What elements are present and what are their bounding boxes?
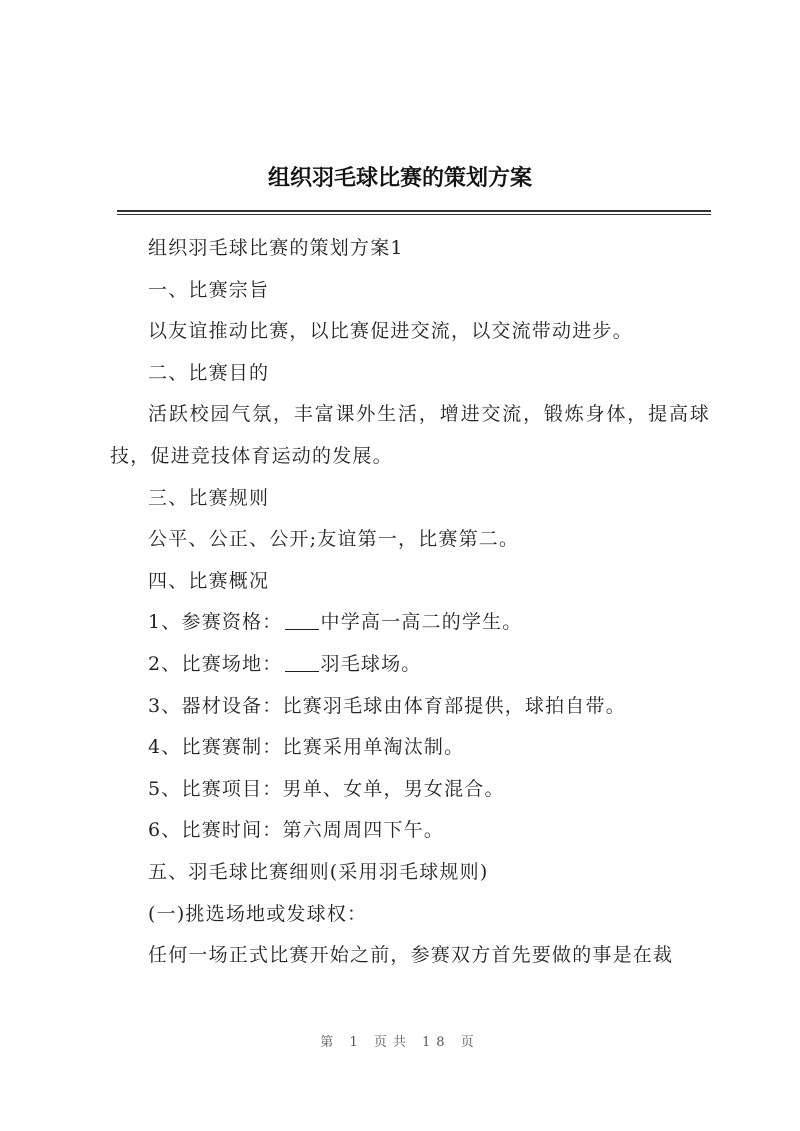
list-item-format: 4、比赛赛制：比赛采用单淘汰制。 [148, 736, 465, 759]
subsection-heading-choice: (一)挑选场地或发球权： [148, 902, 368, 925]
footer-middle: 页共 [373, 1035, 412, 1050]
eligibility-value: 中学高一高二的学生。 [320, 611, 523, 634]
blank-underline [285, 652, 319, 672]
document-title: 组织羽毛球比赛的策划方案 [267, 166, 532, 191]
section-heading-overview: 四、比赛概况 [148, 569, 270, 592]
title-divider-thin [117, 214, 711, 215]
paragraph-rules: 公平、公正、公开;友谊第一，比赛第二。 [148, 528, 520, 551]
section-heading-details: 五、羽毛球比赛细则(采用羽毛球规则) [148, 860, 489, 883]
blank-underline [285, 610, 319, 630]
list-item-events: 5、比赛项目：男单、女单，男女混合。 [148, 777, 505, 800]
paragraph-choice: 任何一场正式比赛开始之前，参赛双方首先要做的事是在裁 [148, 944, 674, 967]
section-heading-rules: 三、比赛规则 [148, 486, 270, 509]
page-footer [0, 1031, 800, 1050]
venue-label: 2、比赛场地： [148, 652, 283, 675]
paragraph-goal: 活跃校园气氛，丰富课外生活，增进交流，锻炼身体，提高球技，促进竞技体育运动的发展。 [110, 403, 710, 467]
list-item-venue [110, 644, 710, 686]
document-body [110, 228, 710, 977]
title-divider [117, 210, 711, 212]
paragraph-purpose: 以友谊推动比赛，以比赛促进交流，以交流带动进步。 [148, 320, 633, 343]
list-item-eligibility [110, 602, 710, 644]
list-item-time: 6、比赛时间：第六周周四下午。 [148, 819, 445, 842]
footer-suffix: 页 [460, 1035, 480, 1050]
eligibility-label: 1、参赛资格： [148, 611, 283, 634]
section-heading-purpose: 一、比赛宗旨 [148, 278, 270, 301]
footer-total-pages: 18 [422, 1035, 451, 1050]
list-item-equipment: 3、器材设备：比赛羽毛球由体育部提供，球拍自带。 [148, 694, 626, 717]
footer-prefix: 第 [320, 1035, 340, 1050]
section-heading-plan: 组织羽毛球比赛的策划方案1 [148, 237, 404, 259]
footer-page-number: 1 [349, 1035, 364, 1050]
section-heading-goal: 二、比赛目的 [148, 361, 270, 384]
venue-value: 羽毛球场。 [320, 652, 422, 675]
